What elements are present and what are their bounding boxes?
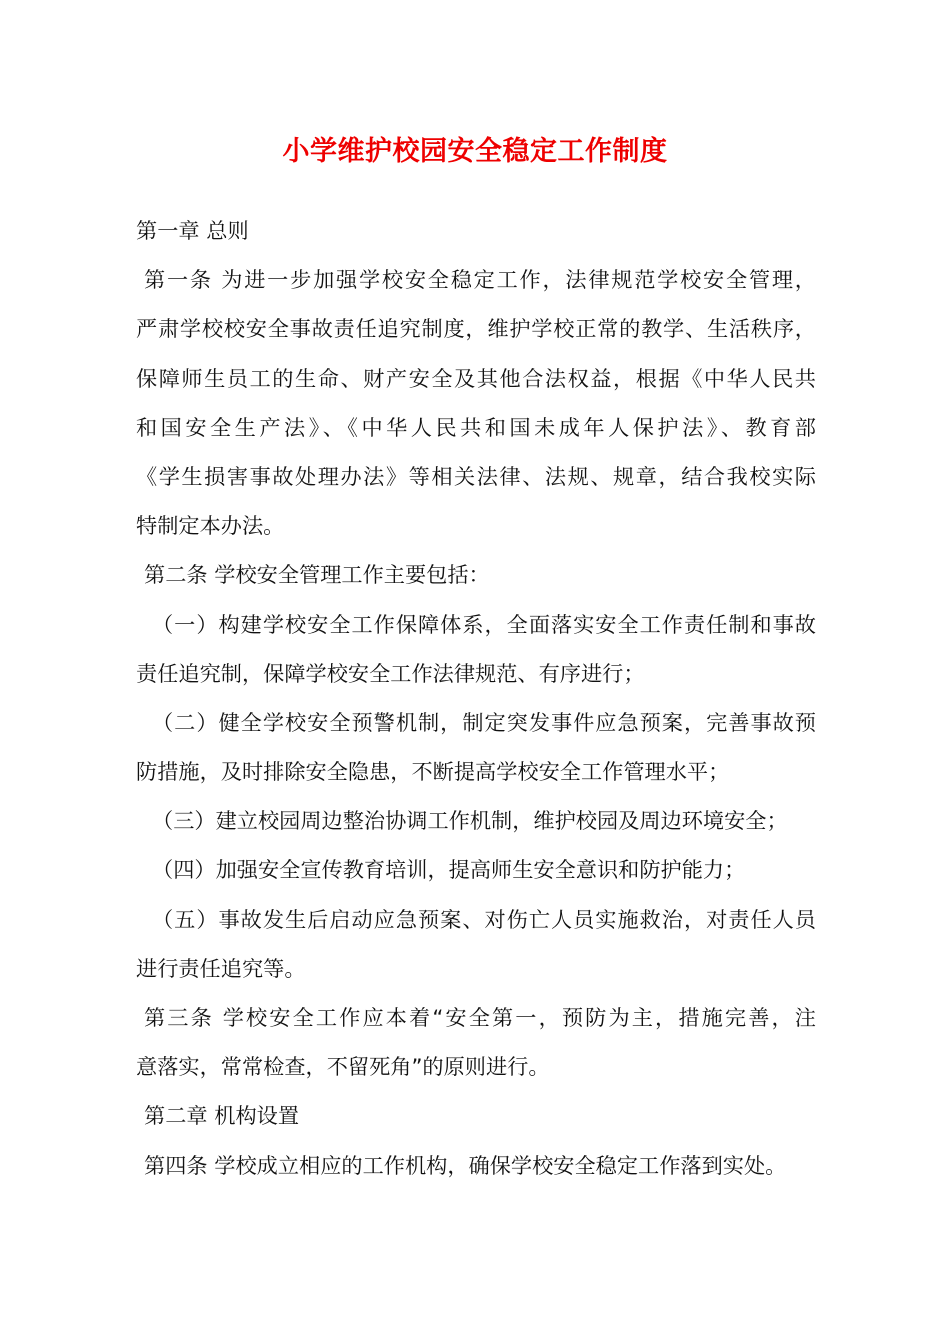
text-line: 严肃学校校安全事故责任追究制度，维护学校正常的教学、生活秩序， bbox=[136, 316, 816, 342]
text-line: 和国安全生产法》、《中华人民共和国未成年人保护法》、教育部 bbox=[136, 414, 816, 440]
text-line: 第三条 学校安全工作应本着“安全第一，预防为主，措施完善，注 bbox=[144, 1005, 816, 1030]
text-line: （四）加强安全宣传教育培训，提高师生安全意识和防护能力； bbox=[152, 857, 746, 883]
text-line: （一）构建学校安全工作保障体系，全面落实安全工作责任制和事故 bbox=[152, 611, 816, 637]
text-line: 保障师生员工的生命、财产安全及其他合法权益，根据《中华人民共 bbox=[136, 365, 816, 391]
text-line: 第一条 为进一步加强学校安全稳定工作，法律规范学校安全管理， bbox=[144, 267, 816, 293]
text-line: 第二条 学校安全管理工作主要包括： bbox=[144, 562, 490, 588]
text-line: （二）健全学校安全预警机制，制定突发事件应急预案，完善事故预 bbox=[152, 709, 816, 735]
text-line: 进行责任追究等。 bbox=[136, 955, 306, 981]
text-line: 第一章 总则 bbox=[136, 218, 249, 243]
text-line: 特制定本办法。 bbox=[136, 513, 285, 539]
text-line: 责任追究制，保障学校安全工作法律规范、有序进行； bbox=[136, 660, 645, 686]
text-line: （三）建立校园周边整治协调工作机制，维护校园及周边环境安全； bbox=[152, 808, 788, 834]
text-line: 第二章 机构设置 bbox=[144, 1103, 300, 1129]
text-line: （五）事故发生后启动应急预案、对伤亡人员实施救治，对责任人员 bbox=[152, 906, 816, 932]
text-line: 意落实，常常检查，不留死角”的原则进行。 bbox=[136, 1054, 550, 1080]
text-line: 《学生损害事故处理办法》等相关法律、法规、规章，结合我校实际 bbox=[136, 463, 816, 489]
text-line: 第四条 学校成立相应的工作机构，确保学校安全稳定工作落到实处。 bbox=[144, 1152, 787, 1178]
document-body bbox=[136, 206, 816, 1190]
document-title: 小学维护校园安全稳定工作制度 bbox=[282, 136, 668, 167]
text-line: 防措施，及时排除安全隐患，不断提高学校安全工作管理水平； bbox=[136, 759, 730, 785]
